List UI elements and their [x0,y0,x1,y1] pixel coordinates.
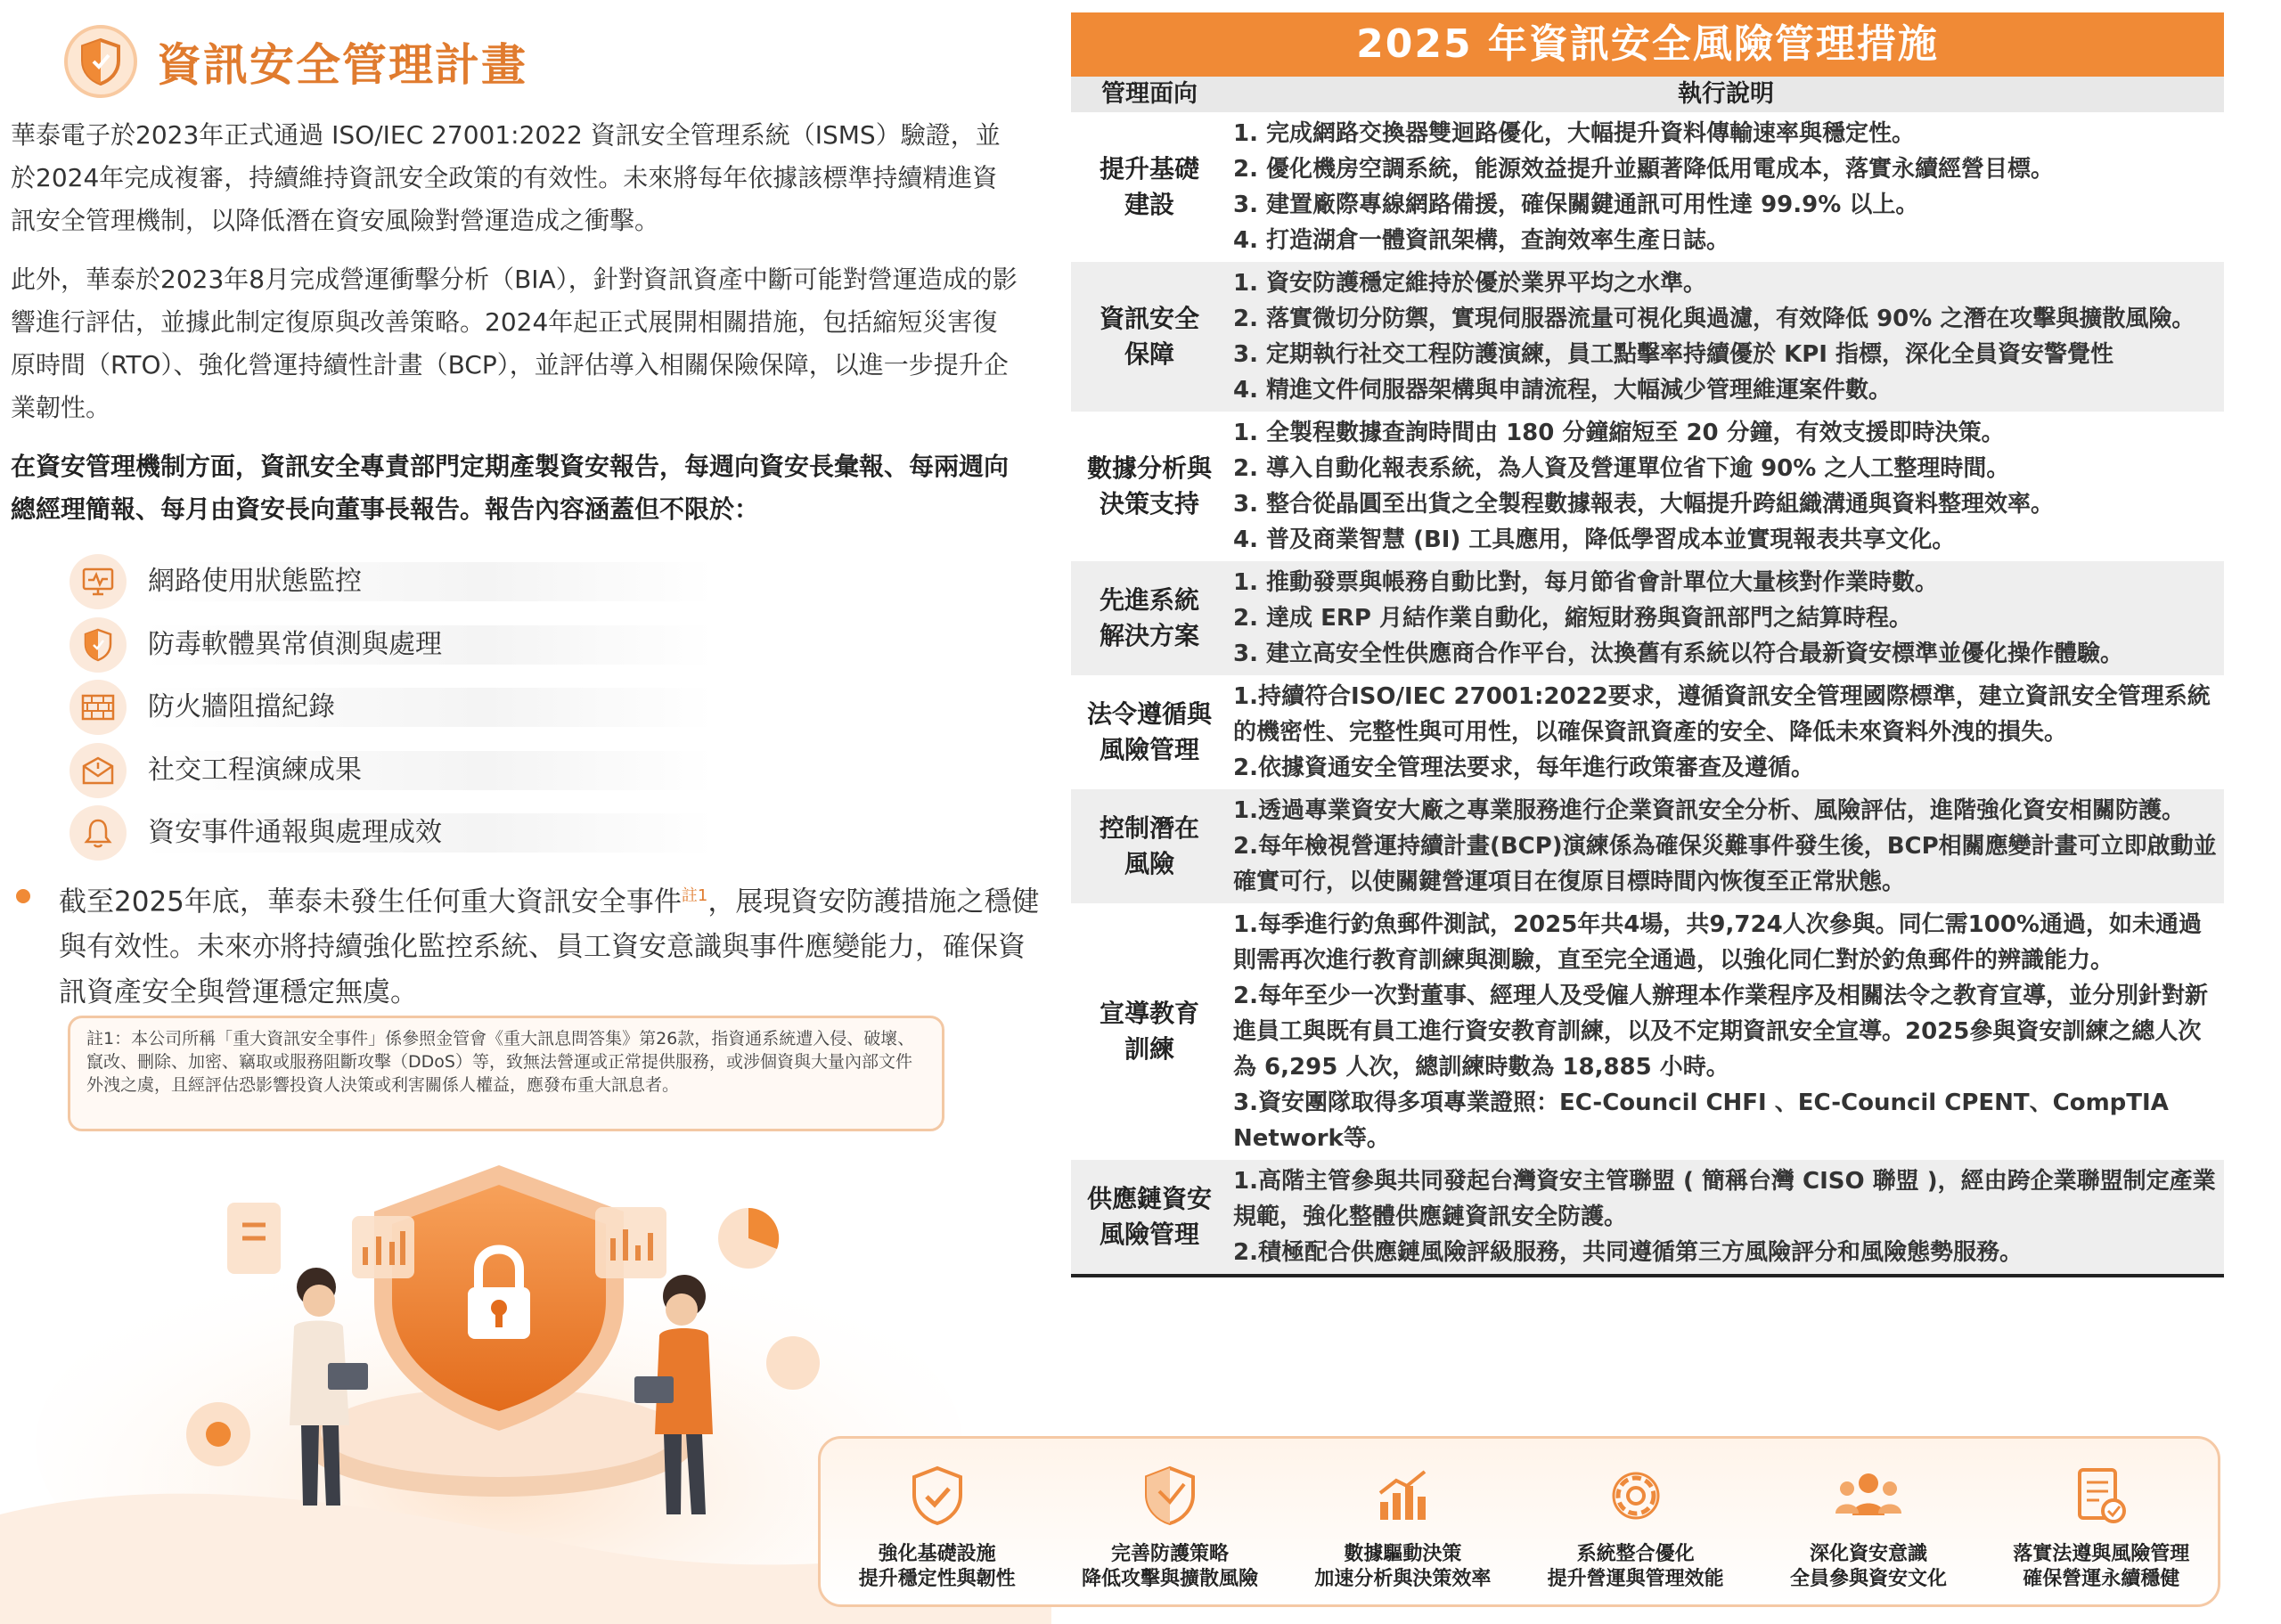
row-aspect [1071,675,1228,789]
row-aspect-label [1100,583,1199,654]
header-aspect: 管理面向 [1101,80,1198,108]
table-row [1071,675,2224,789]
row-item: 1.高階主管參與共同發起台灣資安主管聯盟 ( 簡稱台灣 CISO 聯盟 )，經由跨企業聯盟制定產業規範，強化整體供應鏈資訊安全防護。 [1233,1168,2216,1230]
list-item [69,551,729,614]
row-item: 1.透過專業資安大廠之專業服務進行企業資訊安全分析、風險評估，進階強化資安相關防護。 [1233,797,2185,824]
summary-item [1752,1439,1984,1604]
summary-item [1053,1439,1286,1604]
list-item [69,676,729,739]
summary-line2: 降低攻擊與擴散風險 [1081,1568,1258,1590]
row-aspect-line: 宣導教育 [1099,999,1199,1028]
table-bottom-rule [1071,1274,2224,1277]
risk-measures-table [1071,12,2224,1277]
row-aspect [1071,1160,1228,1274]
row-item: 4. 精進文件伺服器架構與申請流程，大幅減少管理維運案件數。 [1233,377,1893,404]
summary-line1: 落實法遵與風險管理 [2013,1543,2190,1565]
list-item-label: 社交工程演練成果 [143,751,713,790]
row-aspect-line: 保障 [1124,339,1174,369]
list-item-label: 防火牆阻擋紀錄 [143,688,713,727]
row-aspect-label [1087,697,1212,768]
row-aspect-line: 數據分析與 [1086,453,1212,483]
row-items [1228,903,2224,1160]
row-item: 3. 定期執行社交工程防護演練，員工點擊率持續優於 KPI 指標，深化全員資安警覺性 [1233,341,2114,368]
row-item: 1. 推動發票與帳務自動比對，每月節省會計單位大量核對作業時數。 [1233,569,1939,596]
bia-paragraph: 此外，華泰於2023年8月完成營運衝擊分析（BIA），針對資訊資產中斷可能對營運造成的影響進行評估，並據此制定復原與改善策略。2024年起正式展開相關措施，包括縮短災害復原時間（RTO）、強化營運持續性計畫（BCP），並評估導入相關保險保障，以進一步提升企業韌性。 [11,265,1018,422]
incident-summary-part2: ，展現資安防護措施之穩健與有效性。未來亦將持續強化監控系統、員工資安意識與事件應變能力，確保資訊資產安全與營運穩定無虞。 [59,885,1040,1009]
footnote-marker: 註1 [681,886,708,905]
row-aspect-line: 訓練 [1124,1034,1174,1064]
row-aspect-label [1100,301,1199,372]
bullet-icon [16,889,30,903]
summary-line1: 完善防護策略 [1110,1543,1229,1565]
row-item: 2. 優化機房空調系統，能源效益提升並顯著降低用電成本，落實永續經營目標。 [1233,156,2055,183]
row-aspect-line: 風險 [1124,849,1174,878]
row-item: 1. 全製程數據查詢時間由 180 分鐘縮短至 20 分鐘，有效支援即時決策。 [1233,420,2005,446]
incident-summary [16,873,1041,1016]
row-aspect-label [1087,451,1212,522]
row-item: 1. 完成網路交換器雙迴路優化，大幅提升資料傳輸速率與穩定性。 [1233,120,1916,147]
row-item: 1. 資安防護穩定維持於優於業界平均之水準。 [1233,270,1707,297]
summary-line2: 加速分析與決策效率 [1314,1568,1492,1590]
row-aspect-line: 風險管理 [1099,1220,1199,1249]
summary-line2: 確保營運永續穩健 [2023,1568,2180,1590]
table-row [1071,903,2224,1160]
table-header [1071,77,2224,112]
reporting-paragraph: 在資安管理機制方面，資訊安全專責部門定期產製資安報告，每週向資安長彙報、每兩週向總經理簡報、每月由資安長向董事長報告。報告內容涵蓋但不限於： [11,452,1010,524]
left-column [0,0,1051,1624]
row-aspect-label [1100,811,1199,882]
row-item: 3. 建置廠際專線網路備援，確保關鍵通訊可用性達 99.9% 以上。 [1233,192,1919,218]
row-aspect [1071,412,1228,561]
row-item: 1.持續符合ISO/IEC 27001:2022要求，遵循資訊安全管理國際標準，建立資訊安全管理系統的機密性、完整性與可用性，以確保資訊資產的安全、降低未來資料外洩的損失。 [1233,683,2211,746]
row-items [1228,412,2224,561]
list-item [69,614,729,677]
row-aspect [1071,262,1228,412]
shield-half-icon [1134,1460,1206,1531]
row-aspect-line: 控制潛在 [1099,813,1199,843]
row-item: 2. 落實微切分防禦，實現伺服器流量可視化與過濾，有效降低 90% 之潛在攻擊與擴散風險。 [1233,306,2195,332]
row-items [1228,789,2224,903]
table-row [1071,412,2224,561]
table-row [1071,789,2224,903]
row-items [1228,112,2224,262]
row-aspect-line: 建設 [1124,190,1174,219]
row-aspect [1071,561,1228,675]
row-aspect-line: 供應鏈資安 [1086,1184,1212,1213]
row-aspect-line: 決策支持 [1099,489,1199,518]
list-item [69,739,729,803]
row-aspect-label [1100,996,1199,1067]
monitor-icon [69,554,127,609]
table-title: 2025 年資訊安全風險管理措施 [1071,12,2224,77]
summary-item [1287,1439,1519,1604]
row-item: 3. 整合從晶圓至出貨之全製程數據報表，大幅提升跨組織溝通與資料整理效率。 [1233,491,2055,518]
list-item-label: 資安事件通報與處理成效 [143,813,713,853]
table-row [1071,262,2224,412]
incident-summary-part1: 截至2025年底，華泰未發生任何重大資訊安全事件 [59,885,682,918]
summary-line1: 強化基礎設施 [878,1543,996,1565]
gear-icon [1600,1460,1672,1531]
row-aspect [1071,789,1228,903]
summary-line2: 提升穩定性與韌性 [858,1568,1016,1590]
row-aspect-line: 法令遵循與 [1086,699,1212,729]
summary-line1: 系統整合優化 [1576,1543,1695,1565]
mail-warning-icon [69,743,127,798]
bell-icon [69,805,127,861]
row-aspect [1071,903,1228,1160]
summary-line2: 提升營運與管理效能 [1547,1568,1724,1590]
row-item: 2.每年至少一次對董事、經理人及受僱人辦理本作業程序及相關法令之教育宣導，並分別針對新進員工與既有員工進行資安教育訓練，以及不定期資訊安全宣導。2025參與資安訓練之總人次為 6,295 人次，總訓練時數為 18,885 小時。 [1233,983,2208,1081]
intro-paragraph: 華泰電子於2023年正式通過 ISO/IEC 27001:2022 資訊安全管理系統（ISMS）驗證，並於2024年完成複審，持續維持資訊安全政策的有效性。未來將每年依據該標準持續精進資訊安全管理機制，以降低潛在資安風險對營運造成之衝擊。 [11,120,1001,235]
people-icon [1833,1460,1904,1531]
row-aspect-line: 風險管理 [1099,735,1199,764]
firewall-icon [69,680,127,735]
summary-item [821,1439,1053,1604]
row-aspect [1071,112,1228,262]
shield-check-icon [902,1460,973,1531]
summary-line2: 全員參與資安文化 [1789,1568,1947,1590]
table-body [1071,112,2224,1274]
list-item [69,802,729,865]
summary-item [1985,1439,2218,1604]
row-aspect-line: 先進系統 [1099,585,1199,615]
row-aspect-label [1100,151,1199,223]
row-items [1228,675,2224,789]
row-item: 3.資安團隊取得多項專業證照：EC-Council CHFI 、EC-Council CPENT、CompTIA Network等。 [1233,1089,2169,1152]
row-aspect-line: 解決方案 [1099,621,1199,650]
table-row [1071,1160,2224,1274]
summary-line1: 數據驅動決策 [1344,1543,1462,1565]
report-content-list [69,551,729,865]
checklist-icon [2065,1460,2137,1531]
row-items [1228,561,2224,675]
list-item-label: 防毒軟體異常偵測與處理 [143,625,713,665]
summary-line1: 深化資安意識 [1809,1543,1927,1565]
bar-chart-icon [1367,1460,1438,1531]
incident-summary-text [59,873,1041,1016]
row-aspect-line: 資訊安全 [1099,304,1199,333]
table-row [1071,112,2224,262]
header-description: 執行說明 [1678,80,1774,108]
row-items [1228,262,2224,412]
section-header [64,25,527,98]
footnote-box [68,1016,944,1131]
row-item: 2.積極配合供應鏈風險評級服務，共同遵循第三方風險評分和風險態勢服務。 [1233,1239,2023,1266]
list-item-label: 網路使用狀態監控 [143,562,713,601]
row-item: 4. 打造湖倉一體資訊架構，查詢效率生產日誌。 [1233,227,1730,254]
table-row [1071,561,2224,675]
row-items [1228,1160,2224,1274]
row-item: 2.依據資通安全管理法要求，每年進行政策審查及遵循。 [1233,755,1814,781]
row-aspect-line: 提升基礎 [1099,154,1199,184]
shield-icon [69,617,127,673]
page-title: 資訊安全管理計畫 [157,39,527,91]
row-item: 1.每季進行釣魚郵件測試，2025年共4場，共9,724人次參與。同仁需100%通過，如未通過則需再次進行教育訓練與測驗，直至完全通過，以強化同仁對於釣魚郵件的辨識能力。 [1233,911,2202,974]
row-aspect-label [1087,1181,1212,1253]
row-item: 3. 建立高安全性供應商合作平台，汰換舊有系統以符合最新資安標準並優化操作體驗。 [1233,641,2124,667]
footnote-text: 註1：本公司所稱「重大資訊安全事件」係參照金管會《重大訊息問答集》第26款，指資通系統遭入侵、破壞、竄改、刪除、加密、竊取或服務阻斷攻擊（DDoS）等，致無法營運或正常提供服務，或涉個資與大量內部文件外洩之虞，且經評估恐影響投資人決策或利害關係人權益，應發布重大訊息者。 [86,1029,915,1095]
row-item: 4. 普及商業智慧 (BI) 工具應用，降低學習成本並實現報表共享文化。 [1233,526,1956,553]
summary-item [1519,1439,1752,1604]
row-item: 2. 達成 ERP 月結作業自動化，縮短財務與資訊部門之結算時程。 [1233,605,1912,632]
summary-bar [818,1436,2220,1607]
row-item: 2. 導入自動化報表系統，為人資及營運單位省下逾 90% 之人工整理時間。 [1233,455,2010,482]
shield-icon [64,25,137,98]
row-item: 2.每年檢視營運持續計畫(BCP)演練係為確保災難事件發生後，BCP相關應變計畫可立即啟動並確實可行，以使關鍵營運項目在復原目標時間內恢復至正常狀態。 [1233,833,2217,895]
